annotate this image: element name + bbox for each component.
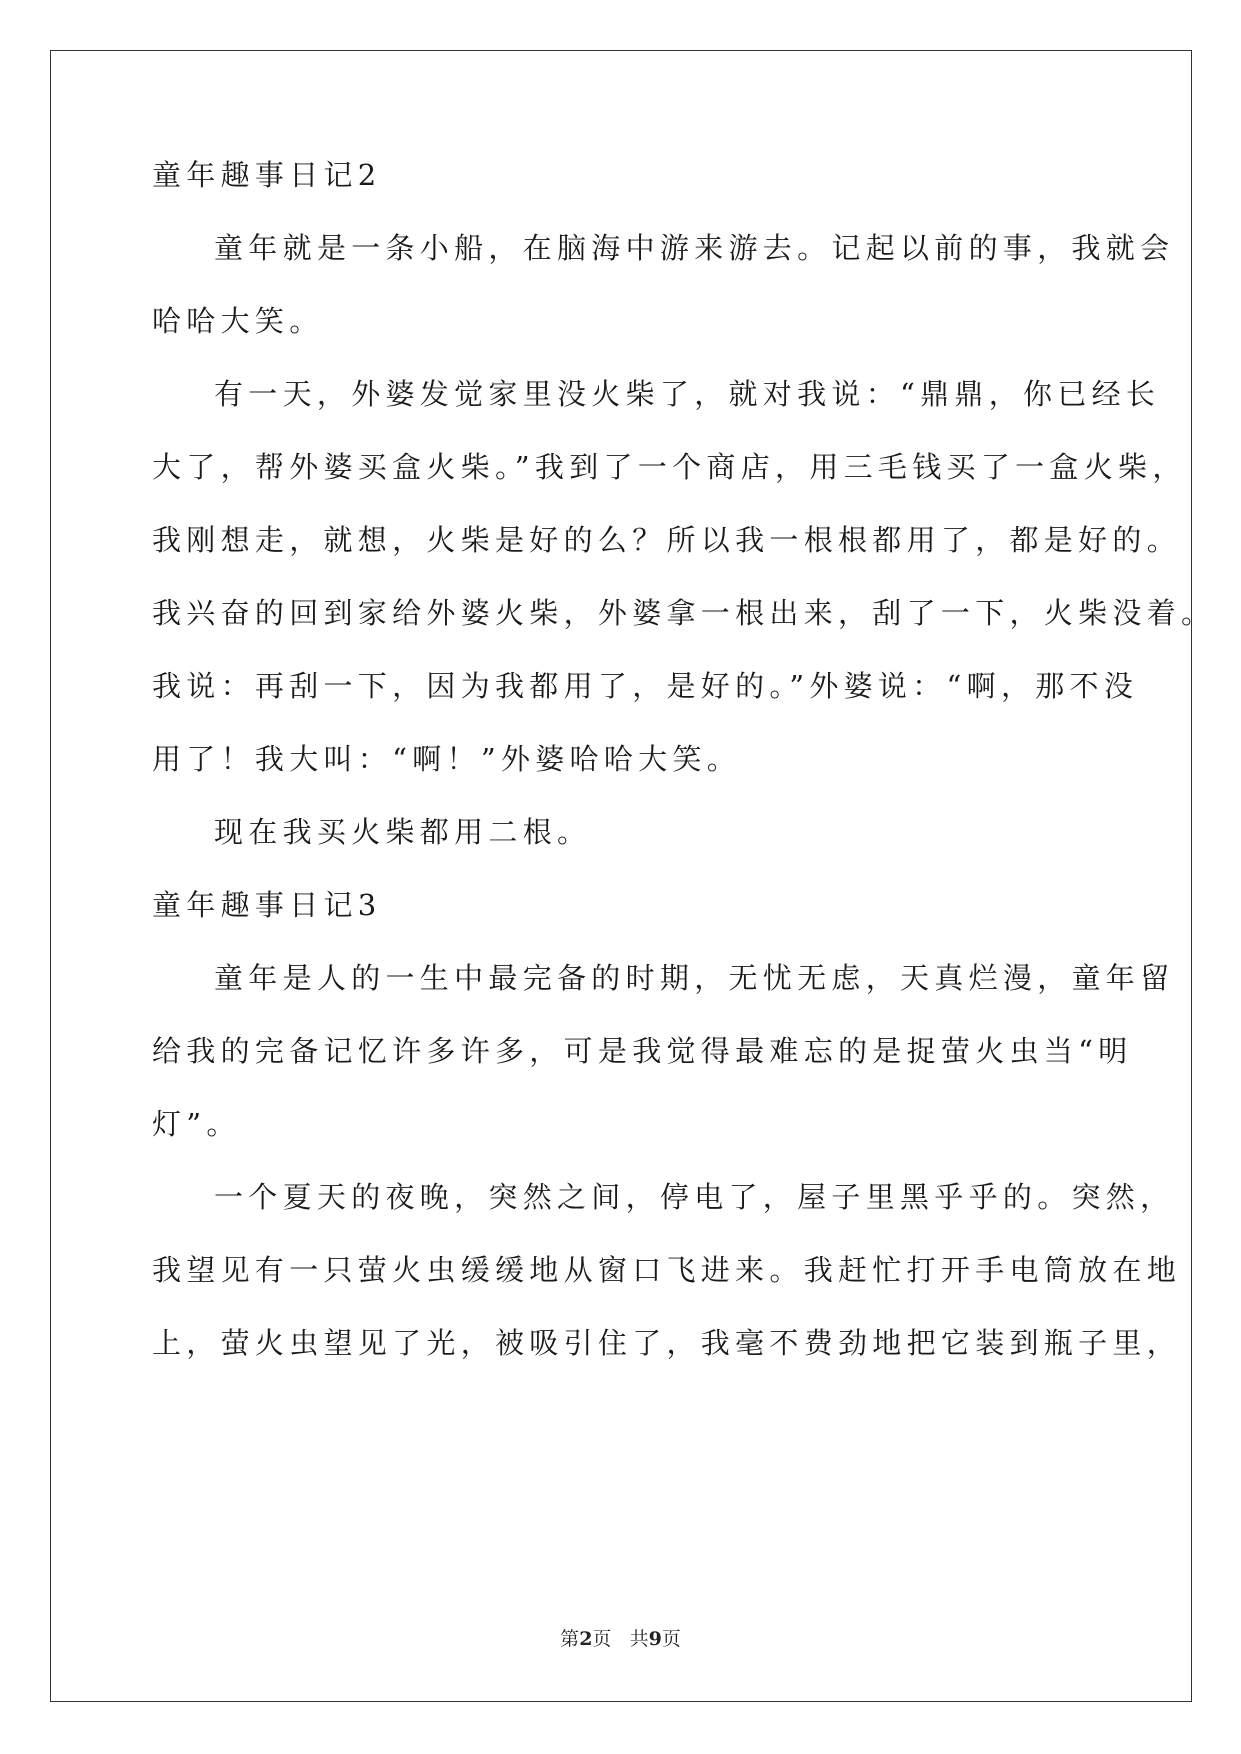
paragraph-line: 童年就是一条小船，在脑海中游来游去。记起以前的事，我就会 — [214, 231, 1175, 265]
paragraph-line: 上，萤火虫望见了光，被吸引住了，我毫不费劲地把它装到瓶子里， — [152, 1326, 1182, 1360]
paragraph-line: 有一天，外婆发觉家里没火柴了，就对我说：“鼎鼎，你已经长 — [214, 377, 1161, 411]
section-heading: 童年趣事日记3 — [152, 888, 382, 922]
section-heading: 童年趣事日记2 — [152, 158, 382, 192]
total-prefix: 共 — [629, 1628, 649, 1650]
page-prefix: 第 — [560, 1628, 580, 1650]
paragraph-line: 灯”。 — [152, 1107, 241, 1141]
paragraph-line: 我望见有一只萤火虫缓缓地从窗口飞进来。我赶忙打开手电筒放在地 — [152, 1253, 1182, 1287]
paragraph-line: 给我的完备记忆许多许多，可是我觉得最难忘的是捉萤火虫当“明 — [152, 1034, 1133, 1068]
paragraph-line: 现在我买火柴都用二根。 — [214, 815, 592, 849]
page-border — [50, 50, 1192, 1702]
page-number: 2 — [579, 1628, 593, 1650]
total-suffix: 页 — [661, 1628, 681, 1650]
page-footer — [0, 1627, 1241, 1651]
paragraph-line: 我刚想走，就想，火柴是好的么？所以我一根根都用了，都是好的。 — [152, 523, 1182, 557]
paragraph-line: 一个夏天的夜晚，突然之间，停电了，屋子里黑乎乎的。突然， — [214, 1180, 1175, 1214]
paragraph-line: 我说：再刮一下，因为我都用了，是好的。”外婆说：“啊，那不没 — [152, 669, 1139, 703]
paragraph-line: 用了！我大叫：“啊！”外婆哈哈大笑。 — [152, 742, 742, 776]
paragraph-line: 哈哈大笑。 — [152, 304, 324, 338]
paragraph-line: 我兴奋的回到家给外婆火柴，外婆拿一根出来，刮了一下，火柴没着。 — [152, 596, 1216, 630]
paragraph-line: 大了，帮外婆买盒火柴。”我到了一个商店，用三毛钱买了一盒火柴， — [152, 450, 1187, 484]
total-pages: 9 — [648, 1628, 662, 1650]
paragraph-line: 童年是人的一生中最完备的时期，无忧无虑，天真烂漫，童年留 — [214, 961, 1175, 995]
page-suffix: 页 — [592, 1628, 612, 1650]
